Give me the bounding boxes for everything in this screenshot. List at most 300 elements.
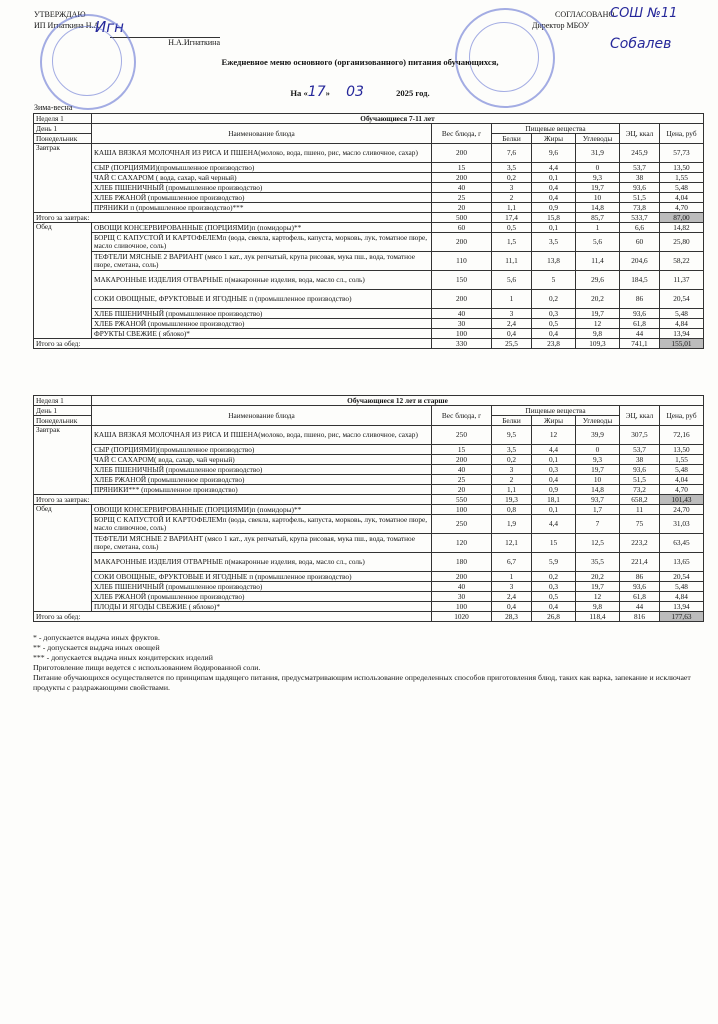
dish-price: 4,04 (660, 193, 704, 203)
table-row (34, 553, 704, 572)
dish-price: 4,70 (660, 203, 704, 213)
col-price: Цена, руб (660, 124, 704, 144)
dish-energy: 307,5 (620, 426, 660, 445)
dish-carbs: 29,6 (576, 271, 620, 290)
col-protein: Белки (492, 416, 532, 426)
week-label: Неделя 1 (34, 114, 92, 124)
dish-name: СОКИ ОВОЩНЫЕ, ФРУКТОВЫЕ И ЯГОДНЫЕ п (промышленное производство) (92, 290, 432, 309)
total-label: Итого за обед: (34, 339, 432, 349)
table-row (34, 233, 704, 252)
dish-energy: 73,8 (620, 203, 660, 213)
dish-weight: 30 (432, 319, 492, 329)
table-row (34, 505, 704, 515)
dish-protein: 3 (492, 183, 532, 193)
dish-protein: 5,6 (492, 271, 532, 290)
dish-weight: 110 (432, 252, 492, 271)
dish-name: ЧАЙ С САХАРОМ ( вода, сахар, чай черный) (92, 173, 432, 183)
dish-weight: 30 (432, 592, 492, 602)
table-row (34, 426, 704, 445)
dish-name: СЫР (ПОРЦИЯМИ)(промышленное производство) (92, 163, 432, 173)
dish-carbs: 9,3 (576, 173, 620, 183)
dish-name: ФРУКТЫ СВЕЖИЕ ( яблоко)* (92, 329, 432, 339)
dish-energy: 53,7 (620, 163, 660, 173)
total-price: 101,43 (660, 495, 704, 505)
dish-name: КАША ВЯЗКАЯ МОЛОЧНАЯ ИЗ РИСА И ПШЕНА(молоко, вода, пшено, рис, масло сливочное, сахар) (92, 144, 432, 163)
table-row (34, 271, 704, 290)
season-label: Зима-весна (34, 103, 73, 112)
dish-fat: 0,4 (532, 183, 576, 193)
table-row (34, 592, 704, 602)
dish-price: 20,54 (660, 290, 704, 309)
dish-energy: 53,7 (620, 445, 660, 455)
table-row (34, 602, 704, 612)
total-protein: 28,3 (492, 612, 532, 622)
note-line: * - допускается выдача иных фруктов. (33, 633, 160, 642)
dish-fat: 0,3 (532, 309, 576, 319)
dish-weight: 100 (432, 329, 492, 339)
dish-name: ОВОЩИ КОНСЕРВИРОВАННЫЕ (ПОРЦИЯМИ)п (помидоры)** (92, 505, 432, 515)
table-row (34, 163, 704, 173)
dish-protein: 6,7 (492, 553, 532, 572)
dish-name: СОКИ ОВОЩНЫЕ, ФРУКТОВЫЕ И ЯГОДНЫЕ п (промышленное производство) (92, 572, 432, 582)
dish-weight: 15 (432, 445, 492, 455)
dish-price: 24,70 (660, 505, 704, 515)
dish-fat: 0,4 (532, 475, 576, 485)
dish-price: 58,22 (660, 252, 704, 271)
dish-price: 11,37 (660, 271, 704, 290)
dish-name: БОРЩ С КАПУСТОЙ И КАРТОФЕЛЕМп (вода, свекла, картофель, капуста, морковь, лук, томатное пюре, масло сливочное, соль) (92, 515, 432, 534)
dish-carbs: 20,2 (576, 290, 620, 309)
total-label: Итого за завтрак: (34, 213, 432, 223)
age-group-title: Обучающиеся 12 лет и старше (92, 396, 704, 406)
dish-energy: 75 (620, 515, 660, 534)
total-row (34, 213, 704, 223)
table-row (34, 465, 704, 475)
dish-name: ОВОЩИ КОНСЕРВИРОВАННЫЕ (ПОРЦИЯМИ)п (помидоры)** (92, 223, 432, 233)
col-energy: ЭЦ, ккал (620, 124, 660, 144)
dish-protein: 3 (492, 465, 532, 475)
dish-carbs: 19,7 (576, 582, 620, 592)
dish-price: 5,48 (660, 582, 704, 592)
dish-price: 1,55 (660, 173, 704, 183)
col-weight: Вес блюда, г (432, 406, 492, 426)
table-row (34, 173, 704, 183)
dish-name: ХЛЕБ РЖАНОЙ (промышленное производство) (92, 319, 432, 329)
dish-price: 14,82 (660, 223, 704, 233)
dish-energy: 38 (620, 455, 660, 465)
dish-energy: 51,5 (620, 193, 660, 203)
dish-carbs: 39,9 (576, 426, 620, 445)
dish-carbs: 31,9 (576, 144, 620, 163)
dish-weight: 180 (432, 553, 492, 572)
total-price: 155,01 (660, 339, 704, 349)
dish-name: ПЛОДЫ И ЯГОДЫ СВЕЖИЕ ( яблоко)* (92, 602, 432, 612)
dish-protein: 1,1 (492, 203, 532, 213)
total-weight: 1020 (432, 612, 492, 622)
dish-price: 13,50 (660, 445, 704, 455)
meal-label: Обед (34, 223, 92, 339)
dish-fat: 4,4 (532, 515, 576, 534)
dish-name: ХЛЕБ РЖАНОЙ (промышленное производство) (92, 475, 432, 485)
dish-energy: 93,6 (620, 465, 660, 475)
dish-energy: 6,6 (620, 223, 660, 233)
dish-name: ХЛЕБ РЖАНОЙ (промышленное производство) (92, 193, 432, 203)
dish-weight: 200 (432, 144, 492, 163)
dish-carbs: 9,8 (576, 329, 620, 339)
dish-energy: 44 (620, 329, 660, 339)
dish-carbs: 10 (576, 193, 620, 203)
table-row (34, 572, 704, 582)
dish-name: ПРЯНИКИ*** (промышленное производство) (92, 485, 432, 495)
dish-fat: 0,4 (532, 329, 576, 339)
dish-energy: 93,6 (620, 582, 660, 592)
dish-carbs: 19,7 (576, 309, 620, 319)
total-carbs: 109,3 (576, 339, 620, 349)
dish-weight: 40 (432, 582, 492, 592)
dish-weight: 250 (432, 515, 492, 534)
meal-label: Завтрак (34, 426, 92, 495)
dish-price: 5,48 (660, 465, 704, 475)
dish-energy: 221,4 (620, 553, 660, 572)
col-carbs: Углеводы (576, 416, 620, 426)
signature-director: Собалев (610, 36, 672, 52)
dish-energy: 44 (620, 602, 660, 612)
total-label: Итого за завтрак: (34, 495, 432, 505)
total-fat: 18,1 (532, 495, 576, 505)
dish-energy: 86 (620, 290, 660, 309)
dish-name: КАША ВЯЗКАЯ МОЛОЧНАЯ ИЗ РИСА И ПШЕНА(молоко, вода, пшено, рис, масло сливочное, сахар) (92, 426, 432, 445)
dish-name: ТЕФТЕЛИ МЯСНЫЕ 2 ВАРИАНТ (мясо 1 кат., лук репчатый, крупа рисовая, мука пш., вода, томатное пюре, сметана, соль) (92, 252, 432, 271)
col-nutrients: Пищевые вещества (492, 406, 620, 416)
dish-carbs: 20,2 (576, 572, 620, 582)
menu-table-12-plus (33, 395, 704, 622)
dish-price: 31,03 (660, 515, 704, 534)
table-row (34, 193, 704, 203)
dish-carbs: 12,5 (576, 534, 620, 553)
week-label: Неделя 1 (34, 396, 92, 406)
dish-name: ПРЯНИКИ п (промышленное производство)*** (92, 203, 432, 213)
day-label: День 1 (34, 124, 92, 134)
date-day: 17 (307, 84, 326, 100)
total-fat: 15,8 (532, 213, 576, 223)
total-energy: 816 (620, 612, 660, 622)
dish-carbs: 12 (576, 592, 620, 602)
dish-carbs: 0 (576, 163, 620, 173)
total-carbs: 93,7 (576, 495, 620, 505)
col-carbs: Углеводы (576, 134, 620, 144)
dish-price: 25,80 (660, 233, 704, 252)
dish-weight: 100 (432, 505, 492, 515)
dish-weight: 120 (432, 534, 492, 553)
dish-price: 72,16 (660, 426, 704, 445)
dish-carbs: 0 (576, 445, 620, 455)
dish-weight: 150 (432, 271, 492, 290)
dish-protein: 0,5 (492, 223, 532, 233)
dish-name: СЫР (ПОРЦИЯМИ)(промышленное производство) (92, 445, 432, 455)
dish-energy: 73,2 (620, 485, 660, 495)
total-fat: 23,8 (532, 339, 576, 349)
note-line: ** - допускается выдача иных овощей (33, 643, 160, 652)
table-row (34, 475, 704, 485)
dish-protein: 1 (492, 290, 532, 309)
dish-weight: 100 (432, 602, 492, 612)
table-row (34, 445, 704, 455)
dish-carbs: 5,6 (576, 233, 620, 252)
dish-protein: 3 (492, 309, 532, 319)
dish-fat: 0,1 (532, 173, 576, 183)
dish-carbs: 12 (576, 319, 620, 329)
dish-fat: 4,4 (532, 445, 576, 455)
total-row (34, 495, 704, 505)
dish-protein: 2 (492, 193, 532, 203)
age-group-title: Обучающиеся 7-11 лет (92, 114, 704, 124)
signature-school: СОШ №11 (610, 6, 678, 21)
dish-price: 20,54 (660, 572, 704, 582)
dish-price: 5,48 (660, 309, 704, 319)
dish-protein: 0,4 (492, 602, 532, 612)
col-dish: Наименование блюда (92, 124, 432, 144)
dish-weight: 40 (432, 309, 492, 319)
dish-name: ХЛЕБ РЖАНОЙ (промышленное производство) (92, 592, 432, 602)
dish-weight: 200 (432, 455, 492, 465)
table-row (34, 329, 704, 339)
signature-left: Игн (95, 18, 124, 36)
total-protein: 17,4 (492, 213, 532, 223)
dish-name: БОРЩ С КАПУСТОЙ И КАРТОФЕЛЕМп (вода, свекла, картофель, капуста, морковь, лук, томатное пюре, масло сливочное, соль) (92, 233, 432, 252)
dish-weight: 40 (432, 183, 492, 193)
meal-label: Завтрак (34, 144, 92, 213)
col-protein: Белки (492, 134, 532, 144)
table-row (34, 582, 704, 592)
dish-protein: 3,5 (492, 445, 532, 455)
col-price: Цена, руб (660, 406, 704, 426)
dish-carbs: 9,8 (576, 602, 620, 612)
dish-weight: 250 (432, 426, 492, 445)
dish-name: ЧАЙ С САХАРОМ( вода, сахар, чай черный) (92, 455, 432, 465)
total-energy: 658,2 (620, 495, 660, 505)
table-row (34, 309, 704, 319)
date-month: 03 (346, 84, 364, 100)
dish-protein: 11,1 (492, 252, 532, 271)
dish-protein: 1 (492, 572, 532, 582)
dish-energy: 38 (620, 173, 660, 183)
dish-fat: 0,5 (532, 592, 576, 602)
dish-name: ХЛЕБ ПШЕНИЧНЫЙ (промышленное производство) (92, 582, 432, 592)
note-line: *** - допускается выдача иных кондитерских изделий (33, 653, 213, 662)
total-weight: 550 (432, 495, 492, 505)
dish-weight: 25 (432, 193, 492, 203)
dish-weight: 40 (432, 465, 492, 475)
dish-protein: 2,4 (492, 592, 532, 602)
dish-carbs: 14,8 (576, 203, 620, 213)
dish-protein: 0,4 (492, 329, 532, 339)
total-protein: 19,3 (492, 495, 532, 505)
table-row (34, 252, 704, 271)
dish-energy: 93,6 (620, 183, 660, 193)
dish-fat: 0,4 (532, 602, 576, 612)
table-row (34, 485, 704, 495)
dish-weight: 200 (432, 233, 492, 252)
total-row (34, 339, 704, 349)
dish-energy: 223,2 (620, 534, 660, 553)
dish-energy: 11 (620, 505, 660, 515)
dish-fat: 0,5 (532, 319, 576, 329)
page-title: Ежедневное меню основного (организованного) питания обучающихся, (221, 57, 499, 67)
dish-carbs: 9,3 (576, 455, 620, 465)
dish-fat: 9,6 (532, 144, 576, 163)
agree-role: Директор МБОУ (532, 21, 590, 30)
dish-weight: 20 (432, 203, 492, 213)
dish-protein: 0,2 (492, 173, 532, 183)
dish-fat: 0,4 (532, 193, 576, 203)
dish-price: 13,94 (660, 329, 704, 339)
dish-energy: 86 (620, 572, 660, 582)
col-fat: Жиры (532, 134, 576, 144)
dish-fat: 0,3 (532, 582, 576, 592)
dish-price: 57,73 (660, 144, 704, 163)
dish-energy: 204,6 (620, 252, 660, 271)
table-row (34, 515, 704, 534)
dish-protein: 2,4 (492, 319, 532, 329)
dish-protein: 3,5 (492, 163, 532, 173)
dish-price: 13,50 (660, 163, 704, 173)
dish-fat: 0,2 (532, 572, 576, 582)
dish-carbs: 7 (576, 515, 620, 534)
total-energy: 741,1 (620, 339, 660, 349)
dish-fat: 15 (532, 534, 576, 553)
dish-energy: 60 (620, 233, 660, 252)
dish-name: ХЛЕБ ПШЕНИЧНЫЙ (промышленное производство) (92, 465, 432, 475)
dish-name: ХЛЕБ ПШЕНИЧНЫЙ (промышленное производство) (92, 183, 432, 193)
table-row (34, 144, 704, 163)
note-line: Приготовление пищи ведется с использованием йодированной соли. (33, 663, 261, 672)
total-carbs: 85,7 (576, 213, 620, 223)
total-weight: 500 (432, 213, 492, 223)
notes (33, 633, 713, 693)
agree-word: СОГЛАСОВАНО (555, 10, 615, 19)
dish-fat: 13,8 (532, 252, 576, 271)
dish-fat: 3,5 (532, 233, 576, 252)
total-weight: 330 (432, 339, 492, 349)
table-row (34, 319, 704, 329)
col-nutrients: Пищевые вещества (492, 124, 620, 134)
dish-protein: 2 (492, 475, 532, 485)
total-fat: 26,8 (532, 612, 576, 622)
dish-name: ХЛЕБ ПШЕНИЧНЫЙ (промышленное производство) (92, 309, 432, 319)
dish-carbs: 10 (576, 475, 620, 485)
total-price: 87,00 (660, 213, 704, 223)
dish-price: 1,55 (660, 455, 704, 465)
dish-fat: 0,3 (532, 465, 576, 475)
dish-weight: 200 (432, 572, 492, 582)
dish-name: МАКАРОННЫЕ ИЗДЕЛИЯ ОТВАРНЫЕ п(макаронные изделия, вода, масло сл., соль) (92, 553, 432, 572)
col-energy: ЭЦ, ккал (620, 406, 660, 426)
dish-fat: 0,1 (532, 455, 576, 465)
dish-price: 4,84 (660, 592, 704, 602)
table-row (34, 455, 704, 465)
dish-protein: 3 (492, 582, 532, 592)
dish-weight: 25 (432, 475, 492, 485)
dish-energy: 61,8 (620, 592, 660, 602)
menu-table-7-11 (33, 113, 704, 349)
dish-weight: 15 (432, 163, 492, 173)
dish-carbs: 19,7 (576, 465, 620, 475)
dish-price: 13,94 (660, 602, 704, 612)
col-fat: Жиры (532, 416, 576, 426)
dish-price: 13,65 (660, 553, 704, 572)
total-protein: 25,5 (492, 339, 532, 349)
dish-price: 4,70 (660, 485, 704, 495)
approve-name: Н.А.Игнаткина (110, 37, 220, 48)
dish-name: МАКАРОННЫЕ ИЗДЕЛИЯ ОТВАРНЫЕ п(макаронные изделия, вода, масло сл., соль) (92, 271, 432, 290)
dish-protein: 1,1 (492, 485, 532, 495)
dish-fat: 0,1 (532, 505, 576, 515)
note-line: Питание обучающихся осуществляется по принципам щадящего питания, предусматривающим использование определенных способов приготовления блюд, таких как варка, запекание и исключает продукты с раздражающими свойствами. (33, 673, 691, 692)
approve-word: УТВЕРЖДАЮ (34, 10, 86, 19)
dish-protein: 0,8 (492, 505, 532, 515)
dish-protein: 0,2 (492, 455, 532, 465)
dish-weight: 20 (432, 485, 492, 495)
dish-protein: 1,5 (492, 233, 532, 252)
dish-fat: 5 (532, 271, 576, 290)
dish-carbs: 1,7 (576, 505, 620, 515)
total-carbs: 118,4 (576, 612, 620, 622)
meal-label: Обед (34, 505, 92, 612)
table-row (34, 290, 704, 309)
dish-price: 63,45 (660, 534, 704, 553)
dish-energy: 245,9 (620, 144, 660, 163)
approve-role: ИП Игнаткина Н.А. (34, 21, 102, 30)
dish-fat: 5,9 (532, 553, 576, 572)
dish-energy: 93,6 (620, 309, 660, 319)
weekday-label: Понедельник (34, 134, 92, 144)
table-row (34, 203, 704, 213)
day-label: День 1 (34, 406, 92, 416)
dish-protein: 12,1 (492, 534, 532, 553)
dish-energy: 51,5 (620, 475, 660, 485)
dish-energy: 61,8 (620, 319, 660, 329)
dish-fat: 0,9 (532, 203, 576, 213)
dish-weight: 60 (432, 223, 492, 233)
stamp-left-inner (52, 26, 122, 96)
total-price: 177,63 (660, 612, 704, 622)
table-row (34, 534, 704, 553)
dish-carbs: 35,5 (576, 553, 620, 572)
dish-protein: 1,9 (492, 515, 532, 534)
dish-price: 4,04 (660, 475, 704, 485)
dish-fat: 4,4 (532, 163, 576, 173)
dish-fat: 0,1 (532, 223, 576, 233)
dish-carbs: 1 (576, 223, 620, 233)
table-row (34, 183, 704, 193)
col-dish: Наименование блюда (92, 406, 432, 426)
dish-name: ТЕФТЕЛИ МЯСНЫЕ 2 ВАРИАНТ (мясо 1 кат., лук репчатый, крупа рисовая, мука пш., вода, томатное пюре, сметана, соль) (92, 534, 432, 553)
dish-fat: 12 (532, 426, 576, 445)
total-energy: 533,7 (620, 213, 660, 223)
dish-fat: 0,9 (532, 485, 576, 495)
total-row (34, 612, 704, 622)
menu-date: На «17» 03 2025 год. (290, 84, 430, 100)
dish-protein: 9,5 (492, 426, 532, 445)
dish-carbs: 11,4 (576, 252, 620, 271)
dish-price: 4,84 (660, 319, 704, 329)
col-weight: Вес блюда, г (432, 124, 492, 144)
dish-weight: 200 (432, 290, 492, 309)
dish-price: 5,48 (660, 183, 704, 193)
dish-weight: 200 (432, 173, 492, 183)
total-label: Итого за обед: (34, 612, 432, 622)
dish-carbs: 19,7 (576, 183, 620, 193)
